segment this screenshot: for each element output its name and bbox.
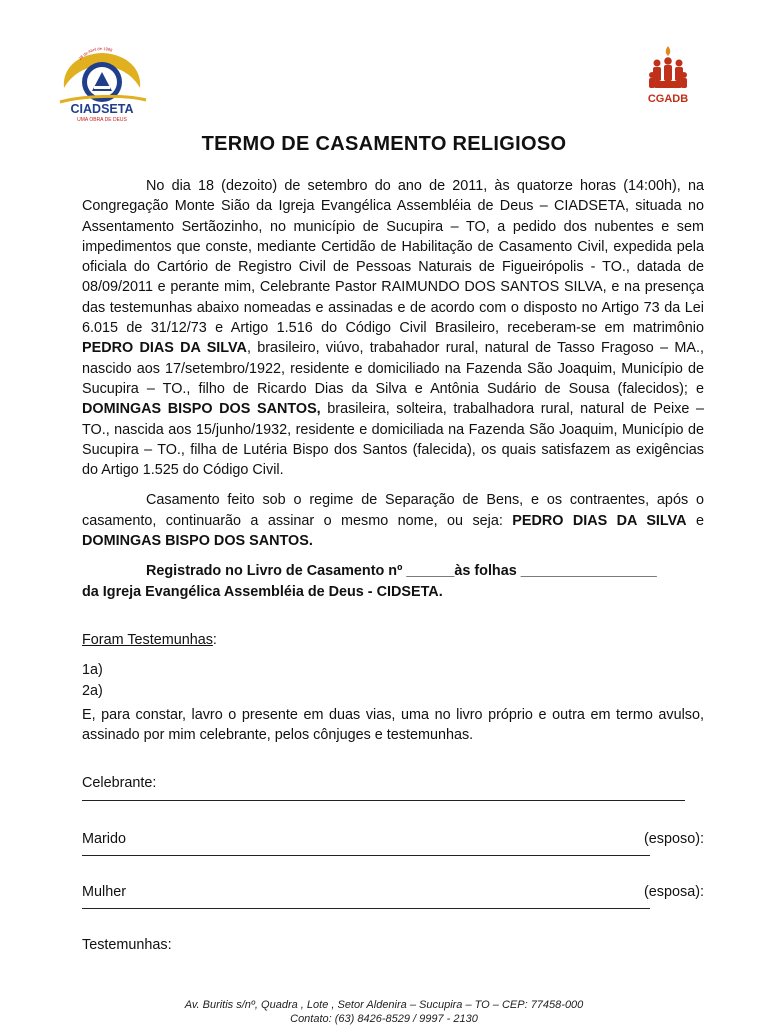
wife-role: (esposa): <box>644 884 704 901</box>
husband-role: (esposo): <box>644 830 704 847</box>
witnesses-heading <box>82 630 704 650</box>
bride-name: DOMINGAS BISPO DOS SANTOS, <box>82 401 321 418</box>
cgadb-logo <box>640 44 696 108</box>
husband-signature-line[interactable] <box>82 849 650 856</box>
groom-name: PEDRO DIAS DA SILVA <box>82 340 247 357</box>
husband-label: Marido <box>82 830 126 847</box>
wife-label: Mulher <box>82 884 126 901</box>
celebrant-label: Celebrante: <box>82 775 157 792</box>
witnesses-signature-label: Testemunhas: <box>82 937 172 954</box>
husband-row <box>82 829 704 849</box>
witness-2: 2a) <box>82 682 103 699</box>
regime-text-2: e <box>686 512 704 529</box>
footer-contact: Contato: (63) 8426-8529 / 9997 - 2130 <box>290 1013 478 1025</box>
document-body <box>82 176 704 956</box>
wife-signature-line[interactable] <box>82 902 650 909</box>
document-title: TERMO DE CASAMENTO RELIGIOSO <box>201 133 567 155</box>
regime-bride-name: DOMINGAS BISPO DOS SANTOS. <box>82 533 313 550</box>
footer <box>0 998 768 1026</box>
celebrant-signature-line[interactable] <box>82 794 685 801</box>
regime-groom-name: PEDRO DIAS DA SILVA <box>512 512 687 529</box>
closing-paragraph: E, para constar, lavro o presente em duas vias, uma no livro próprio e outra em termo avulso, assinado por mim celebrante, pelos cônjuges e testemunhas. <box>82 706 704 744</box>
registry-line-1: Registrado no Livro de Casamento nº ______às folhas _________________ <box>146 563 657 580</box>
marriage-text-1: No dia 18 (dezoito) de setembro do ano de 2011, às quatorze horas (14:00h), na Congregação Monte Sião da Igreja Evangélica Assembléia de Deus – CIADSETA, situada no Assentamento Sertãozinho, no município de Sucupira – TO, a pedido dos nubentes e sem impedimentos que conste, mediante Certidão de Habilitação de Casamento Civil, expedida pela oficiala do Cartório de Registro Civil de Pessoas Naturais de Figueirópolis - TO., datada de 08/09/2011 e perante mim, Celebrante Pastor RAIMUNDO DOS SANTOS SILVA, e na presença das testemunhas abaixo nomeadas e assinadas e de acordo com o disposto no Artigo 73 da Lei 6.015 de 31/12/73 e Artigo 1.516 do Código Civil Brasileiro, receberam-se em matrimônio <box>82 178 704 337</box>
svg-text:CGADB: CGADB <box>647 93 689 105</box>
svg-text:UMA OBRA DE DEUS: UMA OBRA DE DEUS <box>77 117 127 123</box>
footer-address: Av. Buritis s/nº, Quadra , Lote , Setor Aldenira – Sucupira – TO – CEP: 77458-000 <box>184 999 584 1011</box>
marriage-text-2: , brasileiro, viúvo, trabahador rural, natural de Tasso Fragoso – MA., nascido aos 17/setembro/1922, residente e domiciliado na Fazenda São Joaquim, Município de Sucupira – TO., filho de Ricardo Dias da Silva e Antônia Sudário de Sousa (falecidos); e <box>82 340 704 397</box>
marriage-text-3: brasileira, solteira, trabalhadora rural, natural de Peixe – TO., nascida aos 15/junho/1932, residente e domiciliada na Fazenda São Joaquim, Município de Sucupira – TO., filha de Lutéria Bispo dos Santos (falecida), os quais satisfazem as exigências do Artigo 1.525 do Código Civil. <box>82 401 705 479</box>
registry-paragraph <box>82 561 704 602</box>
regime-text-1: Casamento feito sob o regime de Separação de Bens, e os contraentes, após o casamento, continuarão a assinar o mesmo nome, ou seja: <box>82 492 704 529</box>
wife-row <box>82 882 704 902</box>
regime-paragraph <box>82 490 704 551</box>
marriage-paragraph <box>82 176 704 480</box>
witnesses-heading-colon: : <box>212 631 217 648</box>
svg-text:CIADSETA: CIADSETA <box>70 102 134 116</box>
registry-line-2: da Igreja Evangélica Assembléia de Deus - CIDSETA. <box>82 583 443 600</box>
witnesses-heading-text: Foram Testemunhas <box>82 631 213 648</box>
ciadseta-logo <box>52 44 152 126</box>
witness-1: 1a) <box>82 662 103 679</box>
svg-text:28 de Abril de 1998: 28 de Abril de 1998 <box>77 45 114 61</box>
